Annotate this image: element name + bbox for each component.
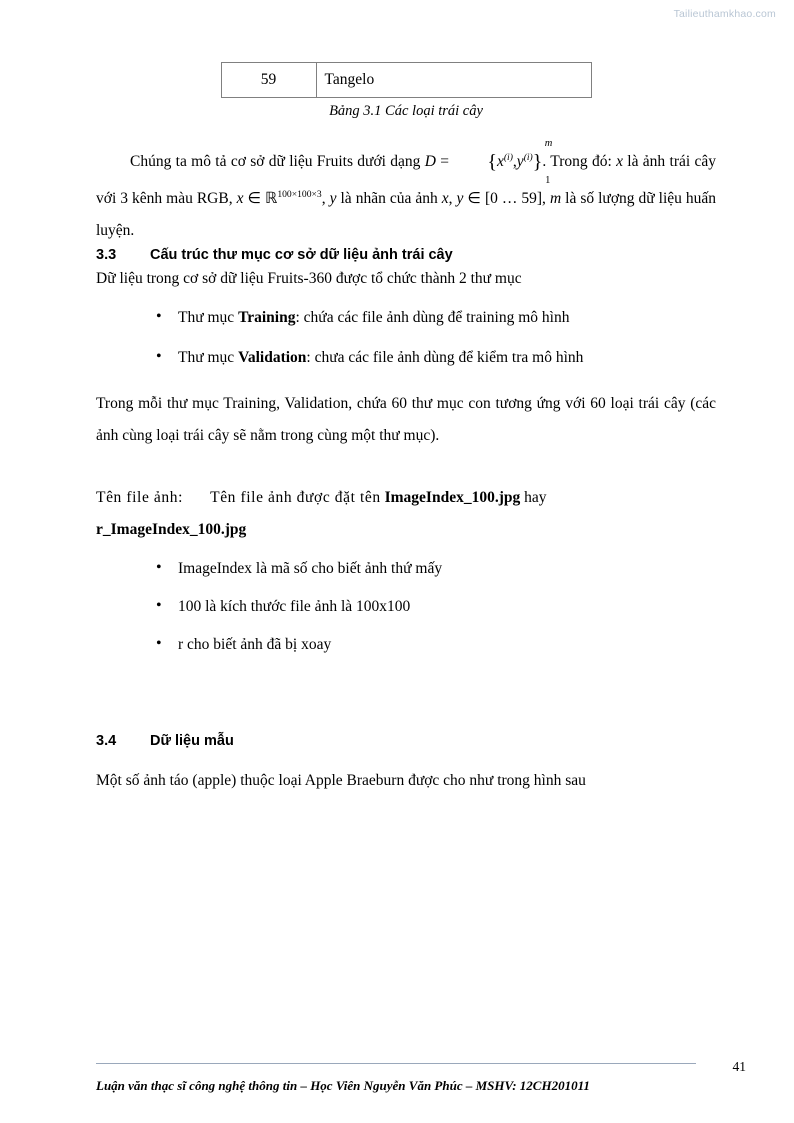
brace-close: } [532,151,543,173]
section-title-34: Dữ liệu mẫu [150,733,234,750]
list-item: • r cho biết ảnh đã bị xoay [96,633,716,657]
intro-paragraph [96,138,717,247]
section33-paragraph: Trong mỗi thư mục Training, Validation, chứa 60 thư mục con tương ứng với 60 loại trái cây (các ảnh cùng loại trái cây sẽ nằm trong cùng một thư mục). [96,395,716,445]
formula-m-sup: m [544,138,553,149]
intro-text-1: Chúng ta mô tả cơ sở dữ liệu Fruits dưới dạng [130,153,425,171]
table-row [221,63,591,98]
intro-text-8: là số lượng dữ liệu huấn luyện. [96,190,717,239]
filename-bullet-list [96,557,716,657]
intro-text-7: , [542,190,550,207]
list-item [96,346,716,370]
table-caption: Bảng 3.1 Các loại trái cây [329,103,483,119]
intro-in-1: ∈ [247,190,262,207]
filename-example: ImageIndex_100.jpg [384,488,521,506]
footer-label: Luận văn thạc sĩ công nghệ thông tin – Học Viên Nguyễn Văn Phúc – MSHV: 12CH201011 [96,1078,590,1093]
filename-paragraph [96,482,716,514]
intro-in-2: ∈ [467,190,481,207]
watermark-label: Tailieuthamkhao.com [673,8,776,20]
filename-tail: hay [524,488,547,506]
bullet-post: : chứa các file ảnh dùng để training mô hình [295,309,570,327]
section-title-33: Cấu trúc thư mục cơ sở dữ liệu ảnh trái cây [150,246,453,263]
intro-x-3: x [441,190,449,207]
bullet-bold: Training [238,309,296,327]
intro-paragraph-block [96,138,717,247]
filename-label: Tên file ảnh: [96,488,183,506]
table-cell-name: Tangelo [316,63,591,98]
filename-example-rotated: r_ImageIndex_100.jpg [96,520,247,538]
formula-equals: = [440,153,450,171]
intro-y-3: y [456,190,464,207]
formula-x: x [496,153,504,170]
section-heading-34 [96,733,716,749]
formula-x-sup: (i) [503,151,513,163]
page-number: 41 [732,1059,746,1074]
intro-real: ℝ [265,190,278,207]
formula-set [453,138,553,187]
bullet-bold: Validation [238,349,307,367]
intro-m-2: m [549,190,562,207]
section-number-33: 3.3 [96,246,117,263]
intro-text-3: là ảnh trái cây với 3 kênh màu RGB, [96,153,716,207]
formula-comma: , [512,153,517,170]
footer-divider [96,1063,696,1064]
section-heading-33 [96,247,716,263]
list-item: • 100 là kích thước file ảnh là 100x100 [96,595,716,619]
formula-one-sub: 1 [545,175,551,187]
section-number-34: 3.4 [96,733,117,750]
intro-range: [0 … 59] [484,190,543,207]
fruit-table [221,62,592,98]
formula-y-sup: (i) [523,151,533,163]
bullet-pre: Thư mục [178,349,239,367]
formula-D: D [424,153,436,171]
section34-lead: Một số ảnh táo (apple) thuộc loại Apple Braeburn được cho như trong hình sau [96,772,586,790]
intro-x-1: x [616,153,623,171]
brace-open: { [487,151,497,173]
intro-text-4: , [321,190,330,207]
section33-lead: Dữ liệu trong cơ sở dữ liệu Fruits-360 được tổ chức thành 2 thư mục [96,269,522,287]
bullet-post: : chưa các file ảnh dùng để kiểm tra mô hình [306,349,584,367]
bullet-pre: Thư mục [178,309,239,327]
intro-x-2: x [236,190,244,207]
page-content [96,62,716,797]
list-item [96,306,716,330]
filename-text: Tên file ảnh được đặt tên [210,488,381,506]
intro-text-2: . Trong đó: [542,153,617,171]
intro-dims: 100×100×3 [277,188,322,200]
formula-y: y [516,153,524,170]
list-item: • ImageIndex là mã số cho biết ảnh thứ mấy [96,557,716,581]
intro-text-6: , [448,190,457,207]
table-cell-index: 59 [221,63,316,98]
section33-bullet-list [96,306,716,370]
intro-y-2: y [329,190,337,207]
fruit-table-wrapper [96,62,716,98]
intro-text-5: là nhãn của ảnh [336,190,442,207]
